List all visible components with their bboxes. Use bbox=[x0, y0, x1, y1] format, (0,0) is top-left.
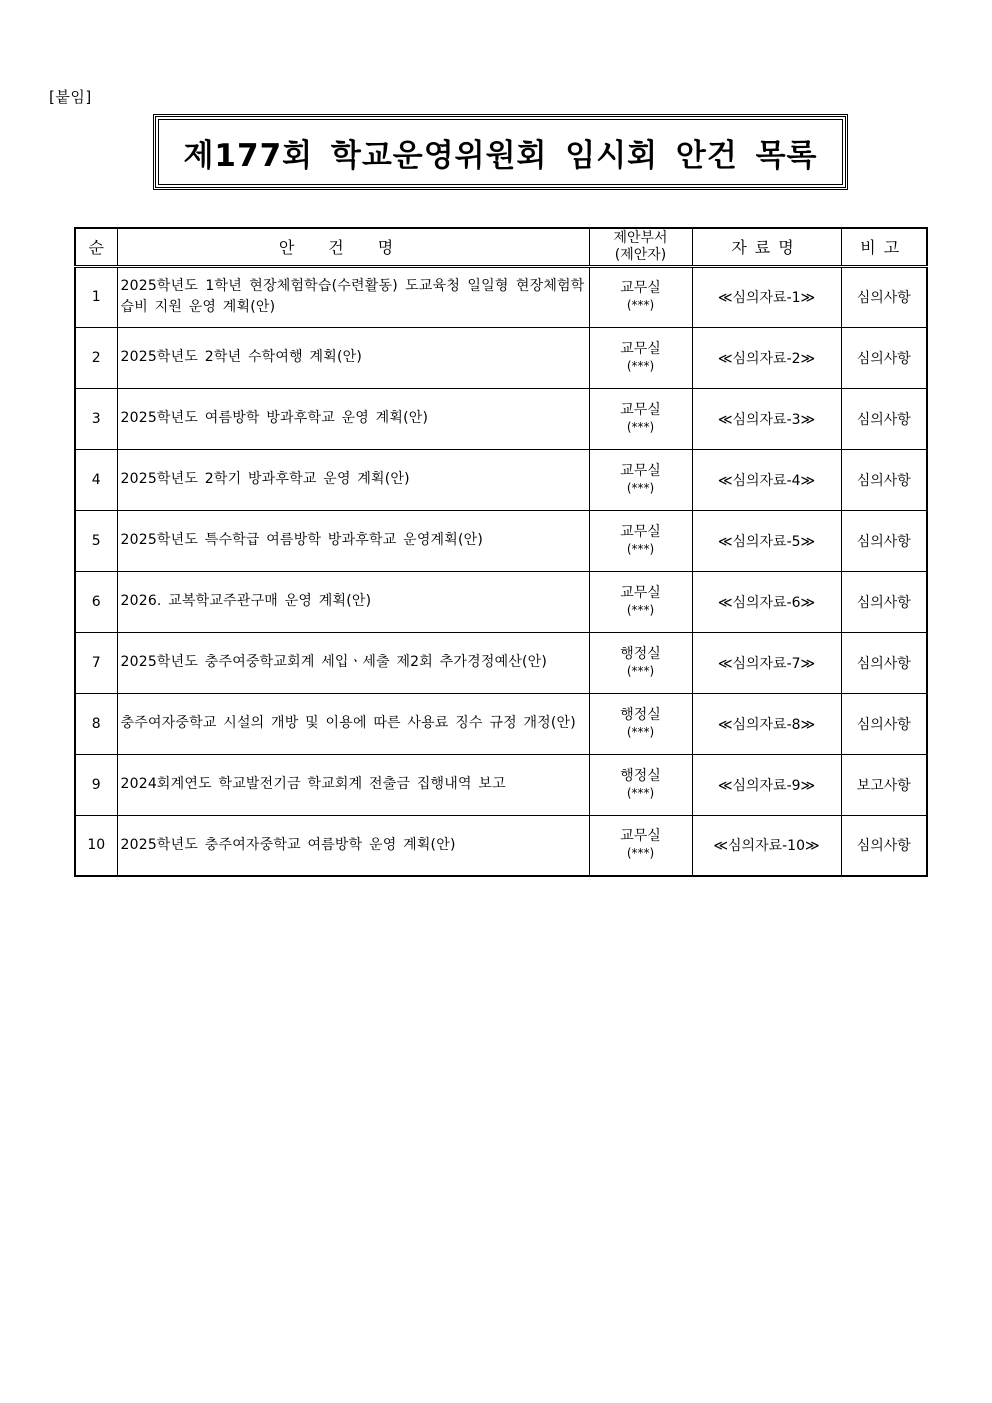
remarks: 심의사항 bbox=[841, 815, 927, 876]
row-number: 5 bbox=[75, 510, 117, 571]
row-number: 8 bbox=[75, 693, 117, 754]
department-name: 교무실 bbox=[620, 280, 661, 296]
department-name: 행정실 bbox=[620, 767, 661, 784]
table-row bbox=[75, 266, 927, 327]
reference-document: ≪심의자료-7≫ bbox=[692, 632, 841, 693]
table-row bbox=[75, 815, 927, 876]
remarks: 심의사항 bbox=[841, 632, 927, 693]
row-number: 6 bbox=[75, 571, 117, 632]
agenda-title: 2025학년도 여름방학 방과후학교 운영 계획(안) bbox=[117, 388, 589, 449]
proposing-department bbox=[589, 388, 692, 449]
reference-document: ≪심의자료-2≫ bbox=[692, 327, 841, 388]
proposer: (***) bbox=[626, 358, 655, 373]
table-header-row bbox=[75, 228, 927, 266]
proposer: (***) bbox=[626, 663, 655, 678]
department-name: 교무실 bbox=[620, 462, 661, 479]
remarks: 심의사항 bbox=[841, 571, 927, 632]
row-number: 3 bbox=[75, 388, 117, 449]
agenda-title: 충주여자중학교 시설의 개방 및 이용에 따른 사용료 징수 규정 개정(안) bbox=[117, 693, 589, 754]
remarks: 심의사항 bbox=[841, 693, 927, 754]
proposer: (***) bbox=[626, 298, 655, 312]
proposer: (***) bbox=[626, 846, 655, 861]
reference-document: ≪심의자료-9≫ bbox=[692, 754, 841, 815]
header-dept-line1: 제안부서 bbox=[613, 229, 668, 246]
table-row bbox=[75, 449, 927, 510]
proposer: (***) bbox=[626, 602, 655, 617]
proposer: (***) bbox=[626, 785, 655, 800]
reference-document: ≪심의자료-1≫ bbox=[692, 266, 841, 327]
agenda-title: 2025학년도 2학기 방과후학교 운영 계획(안) bbox=[117, 449, 589, 510]
remarks: 심의사항 bbox=[841, 510, 927, 571]
document-title: 제177회 학교운영위원회 임시회 안건 목록 bbox=[183, 137, 818, 174]
row-number: 7 bbox=[75, 632, 117, 693]
proposer: (***) bbox=[626, 419, 655, 434]
proposing-department bbox=[589, 815, 692, 876]
department-name: 교무실 bbox=[620, 523, 661, 540]
title-box bbox=[153, 114, 848, 190]
remarks: 심의사항 bbox=[841, 266, 927, 327]
agenda-title: 2025학년도 특수학급 여름방학 방과후학교 운영계획(안) bbox=[117, 510, 589, 571]
department-name: 행정실 bbox=[620, 706, 661, 723]
reference-document: ≪심의자료-4≫ bbox=[692, 449, 841, 510]
table-row bbox=[75, 693, 927, 754]
row-number: 2 bbox=[75, 327, 117, 388]
proposing-department bbox=[589, 449, 692, 510]
reference-document: ≪심의자료-5≫ bbox=[692, 510, 841, 571]
proposing-department bbox=[589, 266, 692, 327]
proposing-department bbox=[589, 571, 692, 632]
department-name: 행정실 bbox=[620, 645, 661, 662]
department-name: 교무실 bbox=[620, 584, 661, 601]
reference-document: ≪심의자료-10≫ bbox=[692, 815, 841, 876]
attachment-label: [붙임] bbox=[49, 88, 92, 106]
proposing-department bbox=[589, 510, 692, 571]
agenda-title: 2025학년도 2학년 수학여행 계획(안) bbox=[117, 327, 589, 388]
table-row bbox=[75, 571, 927, 632]
row-number: 1 bbox=[75, 266, 117, 327]
proposing-department bbox=[589, 693, 692, 754]
department-name: 교무실 bbox=[620, 340, 661, 357]
reference-document: ≪심의자료-6≫ bbox=[692, 571, 841, 632]
remarks: 심의사항 bbox=[841, 449, 927, 510]
agenda-title: 2025학년도 충주여자중학교 여름방학 운영 계획(안) bbox=[117, 815, 589, 876]
remarks: 심의사항 bbox=[841, 327, 927, 388]
row-number: 4 bbox=[75, 449, 117, 510]
table-row bbox=[75, 632, 927, 693]
agenda-table bbox=[74, 227, 928, 877]
agenda-title: 2025학년도 1학년 현장체험학습(수련활동) 도교육청 일일형 현장체험학습비 지원 운영 계획(안) bbox=[117, 266, 589, 327]
table-row bbox=[75, 510, 927, 571]
proposing-department bbox=[589, 632, 692, 693]
department-name: 교무실 bbox=[620, 828, 661, 845]
header-dept bbox=[589, 228, 692, 266]
table-row bbox=[75, 754, 927, 815]
agenda-title: 2026. 교복학교주관구매 운영 계획(안) bbox=[117, 571, 589, 632]
proposer: (***) bbox=[626, 480, 655, 495]
proposer: (***) bbox=[626, 724, 655, 739]
remarks: 보고사항 bbox=[841, 754, 927, 815]
agenda-body bbox=[75, 266, 927, 876]
header-dept-line2: (제안자) bbox=[614, 246, 667, 263]
reference-document: ≪심의자료-3≫ bbox=[692, 388, 841, 449]
remarks: 심의사항 bbox=[841, 388, 927, 449]
table-row bbox=[75, 388, 927, 449]
agenda-title: 2024회계연도 학교발전기금 학교회계 전출금 집행내역 보고 bbox=[117, 754, 589, 815]
header-name: 안건명 bbox=[117, 228, 589, 266]
proposing-department bbox=[589, 327, 692, 388]
header-no: 순 bbox=[75, 228, 117, 266]
reference-document: ≪심의자료-8≫ bbox=[692, 693, 841, 754]
table-row bbox=[75, 327, 927, 388]
row-number: 10 bbox=[75, 815, 117, 876]
agenda-title: 2025학년도 충주여중학교회계 세입ㆍ세출 제2회 추가경정예산(안) bbox=[117, 632, 589, 693]
department-name: 교무실 bbox=[620, 401, 661, 418]
row-number: 9 bbox=[75, 754, 117, 815]
proposer: (***) bbox=[626, 541, 655, 556]
header-note: 비고 bbox=[841, 228, 927, 266]
header-ref: 자료명 bbox=[692, 228, 841, 266]
proposing-department bbox=[589, 754, 692, 815]
